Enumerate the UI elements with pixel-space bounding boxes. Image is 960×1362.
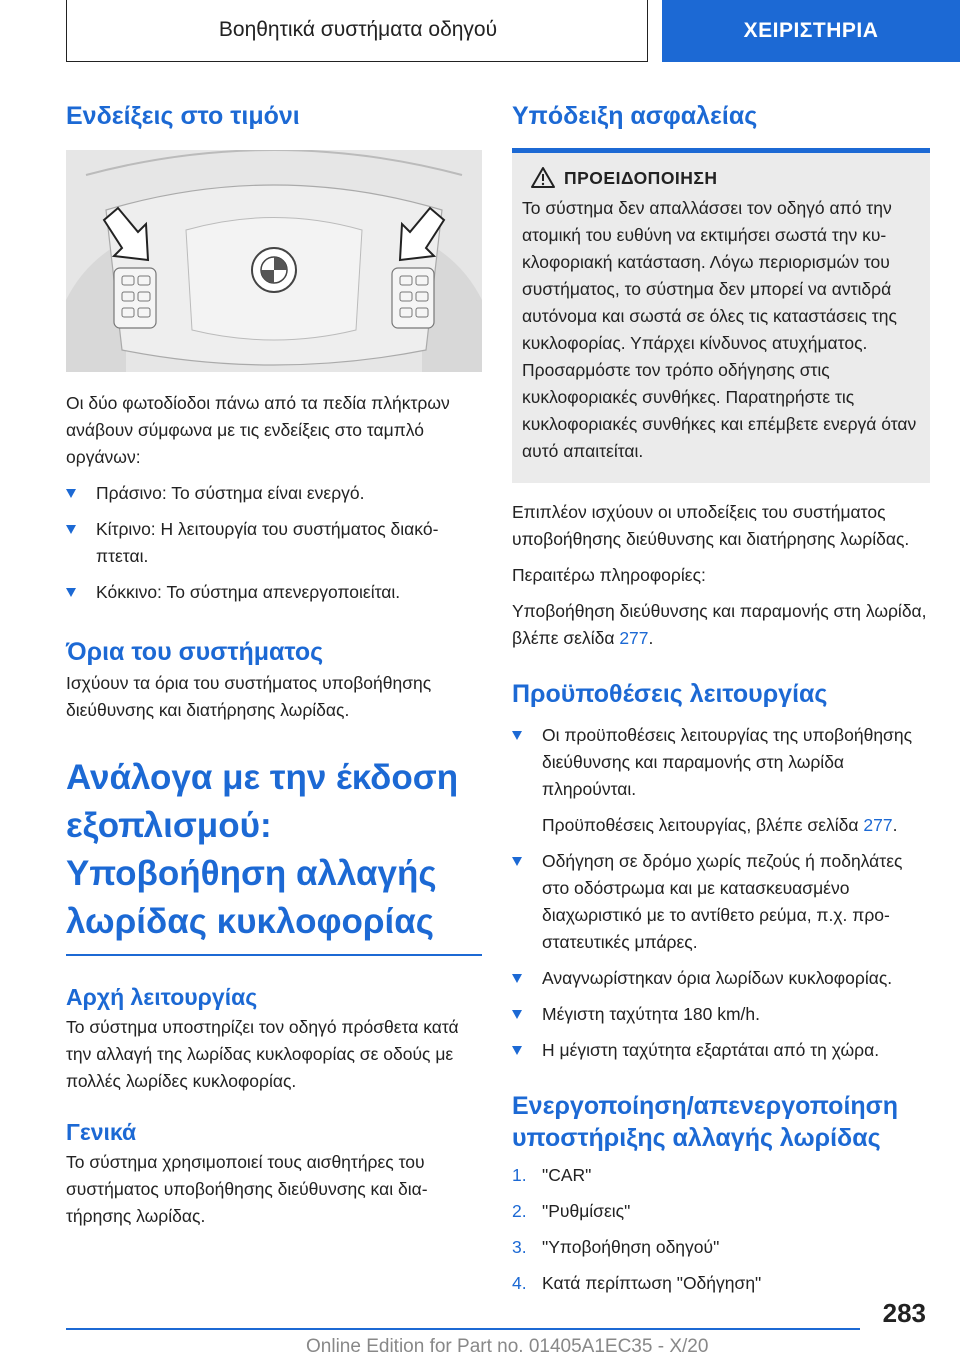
list-item: Κίτρινο: Η λειτουργία του συστήματος διακόπτεται. <box>66 516 482 570</box>
limits-text: Ισχύουν τα όρια του συστήματος υποβοήθησης διεύθυνσης και διατήρησης λωρίδας. <box>66 673 432 720</box>
step-item: 3. "Υποβοήθηση οδηγού" <box>512 1237 720 1257</box>
bullet-icon <box>512 1046 522 1055</box>
indicators-list <box>66 480 482 606</box>
steps-list <box>512 1162 930 1297</box>
heading-limits: Όρια του συστήματος <box>66 638 324 666</box>
warning-box <box>512 148 930 483</box>
also-text: Επιπλέον ισχύουν οι υποδείξεις του συστήματος υποβοήθησης διεύθυνσης και διατήρησης λωρίδας. <box>512 502 910 549</box>
header-section-title: Βοηθητικά συστήματα οδηγού <box>218 18 498 41</box>
more-info-text: Περαιτέρω πληροφορίες: <box>512 565 706 585</box>
bullet-icon <box>512 731 522 740</box>
right-column <box>512 100 930 1297</box>
list-item: Οδήγηση σε δρόμο χωρίς πεζούς ή ποδηλάτες στο οδόστρωμα και με κατασκευασμένο διαχωριστικό με το αντίθετο ρεύμα, π.χ. προστατευτικές μπάρες. <box>512 848 930 956</box>
prerequisites-list <box>512 722 930 1064</box>
warning-rule <box>512 148 930 153</box>
header-section-box <box>66 0 648 62</box>
heading-principle: Αρχή λειτουργίας <box>66 984 258 1010</box>
page-number: 283 <box>882 1298 926 1328</box>
reference-text: Υποβοήθηση διεύθυνσης και παραμονής στη λωρίδα, βλέπε σελίδα 277. <box>512 601 927 648</box>
page-link[interactable]: 277 <box>863 815 893 835</box>
heading-indicators: Ενδείξεις στο τιμόνι <box>66 102 300 130</box>
header-chapter-box <box>662 0 960 62</box>
bullet-icon <box>512 974 522 983</box>
step-item: 1. "CAR" <box>512 1165 592 1185</box>
list-item: Οι προϋποθέσεις λειτουργίας της υποβοήθησης διεύθυνσης και παραμονής στη λωρίδα πληρούνται. Προϋποθέσεις λειτουργίας, βλέπε σελίδα 277. <box>512 722 930 839</box>
heading-prerequisites: Προϋποθέσεις λειτουργίας <box>512 680 828 708</box>
bullet-icon <box>66 489 76 498</box>
step-item: 2. "Ρυθμίσεις" <box>512 1201 631 1221</box>
left-column <box>66 100 482 1230</box>
bullet-icon <box>512 857 522 866</box>
bullet-icon <box>66 588 76 597</box>
heading-rule <box>66 954 482 956</box>
steering-wheel-figure <box>66 150 482 372</box>
indicators-text: Οι δύο φωτοδίοδοι πάνω από τα πεδία πλήκτρων ανάβουν σύμφωνα με τις ενδείξεις στο ταμπλό οργάνων: <box>66 393 450 467</box>
principle-text: Το σύστημα υποστηρίζει τον οδηγό πρόσθετα κατά την αλλαγή της λωρίδας κυκλοφορίας σε οδούς με πολλές λωρίδες κυκλοφορίας. <box>66 1017 459 1091</box>
page-link[interactable]: 277 <box>619 628 649 648</box>
bullet-icon <box>66 525 76 534</box>
list-item: Αναγνωρίστηκαν όρια λωρίδων κυκλοφορίας. <box>512 965 930 992</box>
list-item: Πράσινο: Το σύστημα είναι ενεργό. <box>66 480 482 507</box>
heading-safety: Υπόδειξη ασφαλείας <box>512 102 758 130</box>
list-item: Κόκκινο: Το σύστημα απενεργοποιείται. <box>66 579 482 606</box>
header-chapter-title: ΧΕΙΡΙΣΤΗΡΙΑ <box>743 19 879 42</box>
footer-rule <box>66 1328 860 1330</box>
heading-general: Γενικά <box>66 1119 137 1145</box>
list-item: Μέγιστη ταχύτητα 180 km/h. <box>512 1001 930 1028</box>
general-text: Το σύστημα χρησιμοποιεί τους αισθητήρες του συστήματος υποβοήθησης διεύθυνσης και διατήρησης λωρίδας. <box>66 1152 428 1226</box>
page-header <box>0 0 960 62</box>
warning-triangle-icon <box>530 166 556 189</box>
heading-main: Ανάλογα με την έκδοση εξοπλισμού: Υποβοήθηση αλλαγής λωρίδας κυκλοφορίας <box>66 758 459 941</box>
prerequisites-reference: Προϋποθέσεις λειτουργίας, βλέπε σελίδα 277. <box>542 815 898 835</box>
steering-wheel-illustration <box>66 150 482 372</box>
step-item: 4. Κατά περίπτωση "Οδήγηση" <box>512 1273 762 1293</box>
warning-text: Το σύστημα δεν απαλλάσσει τον οδηγό από την ατομική του ευθύνη να εκτιμήσει σωστά την κυκλοφοριακή κατάσταση. Λόγω περιορισμών του συστήματος, το σύστημα δεν μπορεί να αντιδρά αυτόνομα και σωστά σε όλες τις καταστάσεις της κυκλοφορίας. Υπάρχει κίνδυνος ατυχήματος. Προσαρμόστε τον τρόπο οδήγησης στις κυκλοφοριακές συνθήκες. Παρατηρήστε τις κυκλοφοριακές συνθήκες και επέμβετε ενεργά όταν αυτό απαιτείται. <box>522 198 917 461</box>
warning-title: ΠΡΟΕΙΔΟΠΟΙΗΣΗ <box>522 168 922 189</box>
footer-edition: Online Edition for Part no. 01405A1EC35 - X/20 <box>306 1336 709 1357</box>
list-item: Η μέγιστη ταχύτητα εξαρτάται από τη χώρα. <box>512 1037 930 1064</box>
bullet-icon <box>512 1010 522 1019</box>
heading-activation: Ενεργοποίηση/απενεργοποίηση υποστήριξης αλλαγής λωρίδας <box>512 1092 899 1152</box>
